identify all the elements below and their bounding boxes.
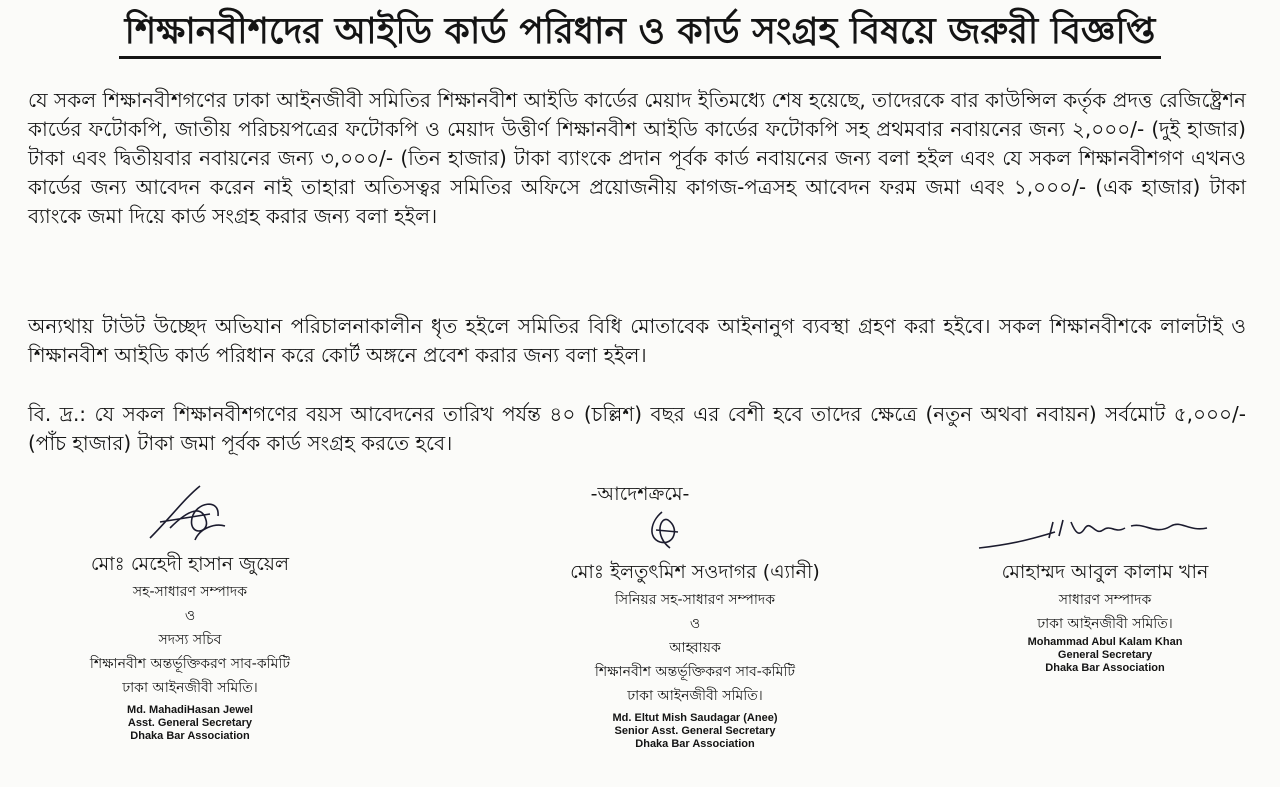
signatory-title: সাধারণ সম্পাদক: [1058, 592, 1152, 608]
signatory-role: আহ্বায়ক: [669, 640, 721, 656]
stamp-name: Md. Eltut Mish Saudagar (Anee): [612, 712, 778, 724]
notice-paragraph-2: অন্যথায় টাউট উচ্ছেদ অভিযান পরিচালনাকালীন ধৃত হইলে সমিতির বিধি মোতাবেক আইনানুগ ব্যবস্থা গ্রহণ করা হইবে। সকল শিক্ষানবীশকে লালটাই ও শিক্ষানবীশ আইডি কার্ড পরিধান করে কোর্ট অঙ্গনে প্রবেশ করার জন্য বলা হইল।: [28, 314, 1246, 367]
signature-middle-icon: [640, 508, 690, 554]
signatory-organization: ঢাকা আইনজীবী সমিতি।: [122, 680, 258, 696]
signatory-middle: [530, 556, 860, 751]
signatory-right: [950, 556, 1260, 675]
stamp-title: General Secretary: [1057, 649, 1153, 661]
signatory-name: মোহাম্মদ আবুল কালাম খান: [1001, 561, 1209, 583]
signatory-organization: ঢাকা আইনজীবী সমিতি।: [627, 688, 763, 704]
stamp-title: Asst. General Secretary: [127, 717, 253, 729]
signature-right-icon: [975, 514, 1215, 554]
signatory-stamp: [950, 636, 1260, 675]
stamp-name: Md. MahadiHasan Jewel: [127, 704, 253, 716]
signatory-conjunction: ও: [689, 616, 701, 632]
stamp-organization: Dhaka Bar Association: [130, 730, 250, 742]
signatory-name: মোঃ মেহেদী হাসান জুয়েল: [90, 553, 290, 575]
signatory-stamp: [40, 704, 340, 743]
stamp-name: Mohammad Abul Kalam Khan: [1027, 636, 1183, 648]
signatory-title: সিনিয়র সহ-সাধারণ সম্পাদক: [614, 592, 776, 608]
notice-title: [0, 6, 1280, 59]
stamp-organization: Dhaka Bar Association: [635, 738, 755, 750]
signatory-left: [40, 548, 340, 743]
stamp-organization: Dhaka Bar Association: [1045, 662, 1165, 674]
signatory-role: সদস্য সচিব: [158, 632, 222, 648]
signatory-committee: শিক্ষানবীশ অন্তর্ভূক্তিকরণ সাব-কমিটি: [594, 664, 796, 680]
signature-left-icon: [140, 478, 240, 550]
signatory-stamp: [530, 712, 860, 751]
signatory-committee: শিক্ষানবীশ অন্তর্ভূক্তিকরণ সাব-কমিটি: [89, 656, 291, 672]
order-line: -আদেশক্রমে-: [590, 483, 690, 505]
notice-title-text: শিক্ষানবীশদের আইডি কার্ড পরিধান ও কার্ড সংগ্রহ বিষয়ে জরুরী বিজ্ঞপ্তি: [119, 8, 1162, 59]
signatory-name: মোঃ ইলতুৎমিশ সওদাগর (এ্যানী): [570, 561, 820, 583]
notice-paragraph-3: বি. দ্র.: যে সকল শিক্ষানবীশগণের বয়স আবেদনের তারিখ পর্যন্ত ৪০ (চল্লিশ) বছর এর বেশী হবে তাদের ক্ষেত্রে (নতুন অথবা নবায়ন) সর্বমোট ৫,০০০/- (পাঁচ হাজার) টাকা জমা পূর্বক কার্ড সংগ্রহ করতে হবে।: [28, 402, 1246, 455]
signatory-organization: ঢাকা আইনজীবী সমিতি।: [1037, 616, 1173, 632]
signatory-conjunction: ও: [184, 608, 196, 624]
notice-paragraph-1: যে সকল শিক্ষানবীশগণের ঢাকা আইনজীবী সমিতির শিক্ষানবীশ আইডি কার্ডের মেয়াদ ইতিমধ্যে শেষ হয়েছে, তাদেরকে বার কাউন্সিল কর্তৃক প্রদত্ত রেজিষ্ট্রেশন কার্ডের ফটোকপি, জাতীয় পরিচয়পত্রের ফটোকপি ও মেয়াদ উত্তীর্ণ শিক্ষানবীশ আইডি কার্ডের ফটোকপি সহ প্রথমবার নবায়নের জন্য ২,০০০/- (দুই হাজার) টাকা এবং দ্বিতীয়বার নবায়নের জন্য ৩,০০০/- (তিন হাজার) টাকা ব্যাংকে প্রদান পূর্বক কার্ড নবায়নের জন্য বলা হইল এবং যে সকল শিক্ষানবীশগণ এখনও কার্ডের জন্য আবেদন করেন নাই তাহারা অতিসত্বর সমিতির অফিসে প্রয়োজনীয় কাগজ-পত্রসহ আবেদন ফরম জমা এবং ১,০০০/- (এক হাজার) টাকা ব্যাংকে জমা দিয়ে কার্ড সংগ্রহ করার জন্য বলা হইল।: [28, 88, 1246, 228]
signatory-title: সহ-সাধারণ সম্পাদক: [132, 584, 248, 600]
stamp-title: Senior Asst. General Secretary: [614, 725, 776, 737]
